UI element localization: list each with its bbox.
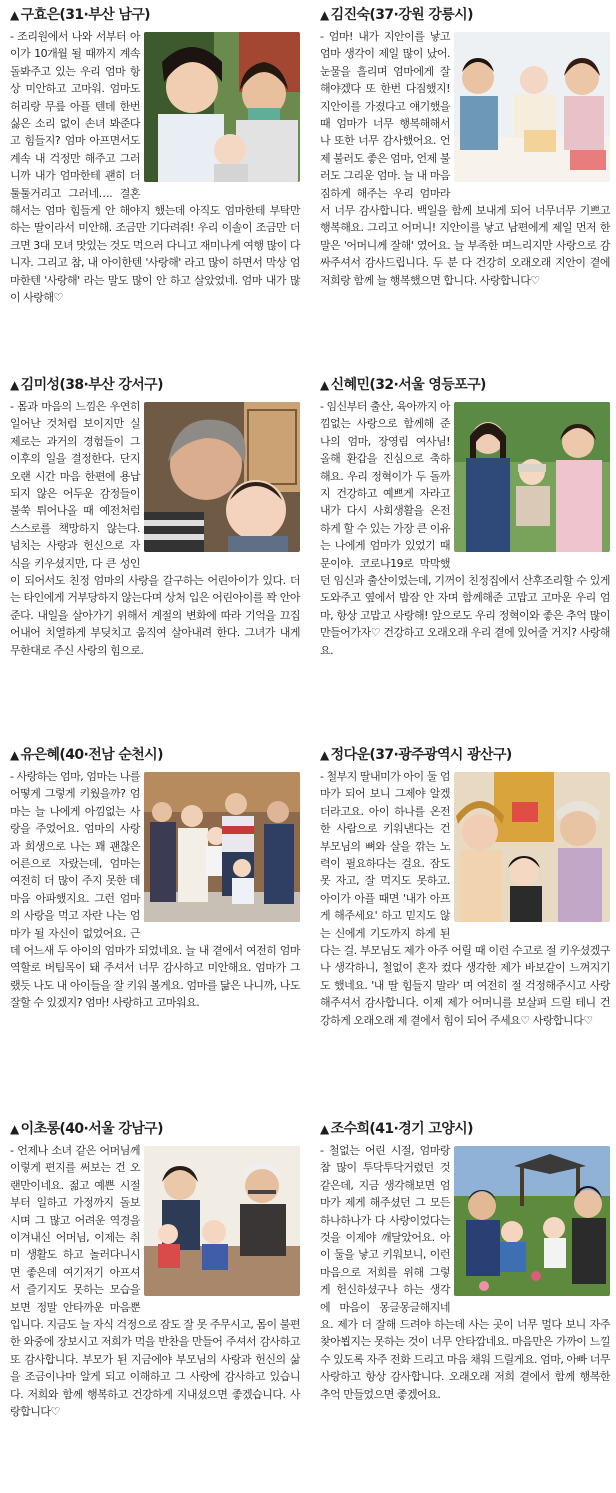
letter-author: [10, 1118, 300, 1140]
letter-author-name: 김미성(38·부산 강서구): [20, 377, 163, 393]
triangle-icon: ▲: [320, 378, 329, 392]
family-photo: [144, 772, 300, 922]
family-photo: [144, 32, 300, 182]
letter-author: [320, 4, 610, 26]
letter-card: [0, 1118, 306, 1492]
letter-author-name: 조수희(41·경기 고양시): [330, 1121, 473, 1137]
triangle-icon: ▲: [10, 8, 19, 22]
letter-card: [0, 4, 306, 374]
triangle-icon: ▲: [320, 748, 329, 762]
letter-card: [0, 744, 306, 1118]
letter-body: - 철부지 딸내미가 아이 둘 엄마가 되어 보니 그제야 알겠더라고요. 아이 하나를 온전한 사람으로 키워낸다는 건 부모님의 뼈와 살을 깎는 노력이 필요하다는 걸요. 잠도 못 자고, 잘 먹지도 못하고. 아이가 아플 때면 '내가 아프게 해주세요' 하고 믿지도 않는 신에게 기도까지 하게 된다는 걸. 부모님도 제가 아주 어릴 때 이런 수고로 절 키우셨겠구나 생각하니, 철없이 혼자 컸다 생각한 제가 바보같이 느껴지기도 했네요. '내 딸 힘들지 말라' 며 여전히 절 걱정해주시고 사랑해주셔서 감사합니다. 이제 제가 어머니를 보살펴 드릴 테니 건강하게 오래오래 제 곁에서 힘이 되어 주세요♡ 사랑합니다♡: [320, 770, 610, 1027]
letter-author-name: 정다운(37·광주광역시 광산구): [330, 747, 512, 763]
triangle-icon: ▲: [320, 8, 329, 22]
letter-author: [320, 374, 610, 396]
letter-author: [320, 744, 610, 766]
letter-body: - 엄마! 내가 지안이를 낳고 엄마 생각이 제일 많이 났어. 눈물을 흘리며 엄마에게 잘해야겠다 또 한번 다짐했지! 지안이를 가졌다고 얘기했을 때 엄마가 너무 행복해해서 나 또한 너무 감사했어요. 언제 불러도 좋은 엄마, 언제 불러도 그리운 엄마. 늘 내 마음 짐하게 해주는 우리 엄마라서 너무 감사합니다. 백일을 함께 보내게 되어 너무너무 기쁘고 행복해요. 그리고 어머니! 지안이를 낳고 남편에게 제일 먼저 한 말은 '어머니께 잘해' 였어요. 늘 부족한 며느리지만 사랑으로 감싸주셔서 감사드립니다. 두 분 다 건강히 오래오래 지안이 곁에 저희랑 함께 늘 행복했으면 합니다. 사랑합니다♡: [320, 30, 610, 287]
letter-author-name: 김진숙(37·강원 강릉시): [330, 7, 473, 23]
letter-body: - 임신부터 출산, 육아까지 아낌없는 사랑으로 함께해 준 나의 엄마, 장영림 여사님! 올해 환갑을 진심으로 축하해요. 우리 정혁이가 두 돌까지 건강하고 예쁘게 자라고 내가 다시 사회생활을 온전하게 할 수 있는 가장 큰 이유는 나에게 엄마가 있었기 때문이야. 코로나19로 막막했던 임신과 출산이었는데, 기꺼이 친정집에서 산후조리할 수 있게 도와주고 옆에서 밤잠 안 자며 함께해준 고맙고 고마운 우리 엄마, 항상 고맙고 사랑해! 앞으로도 우리 정혁이와 좋은 추억 많이 만들어가자♡ 건강하고 오래오래 우리 곁에 있어줄 거지? 사랑해요.: [320, 400, 610, 657]
triangle-icon: ▲: [10, 378, 19, 392]
letter-body: - 철없는 어린 시절, 엄마랑 참 많이 투닥투닥거렸던 것 같은데, 지금 생각해보면 엄마가 제게 해주셨던 그 모든 하나하나가 다 사랑이었다는 것을 이제야 깨달았어요. 아이 둘을 낳고 키워보니, 이런 마음으로 저희를 위해 그렇게 헌신하셨구나 하는 생각에 마음이 몽글몽글해지네요. 제가 더 잘해 드려야 하는데 사는 곳이 너무 멀다 보니 자주 찾아뵙지는 못하는 것이 너무 안타깝네요. 마음만은 가까이 느낄 수 있도록 자주 전화 드리고 마음 채워 드릴게요. 엄마, 아빠 너무 사랑하고 항상 감사합니다. 오래오래 저희 곁에서 함께 행복한 추억 만들었으면 좋겠어요.: [320, 1144, 610, 1401]
letter-card: [310, 744, 616, 1118]
family-photo: [454, 772, 610, 922]
letter-author-name: 구효은(31·부산 남구): [20, 7, 150, 23]
letter-card: [310, 374, 616, 744]
family-photo: [454, 402, 610, 552]
letter-card: [0, 374, 306, 744]
letter-body: - 몸과 마음의 느낌은 우연히 일어난 것처럼 보이지만 실제로는 과거의 경험들이 그 이후의 일을 결정한다. 단지 오랜 시간 마음 한편에 용납되지 않은 어두운 감정들이 불쑥 튀어나올 때 예전처럼 스스로를 책망하지 않는다. 넘치는 사랑과 헌신으로 자식을 키우셨지만, 다 큰 성인이 되어서도 친정 엄마의 사랑을 갈구하는 어린아이가 있다. 더는 타인에게 거부당하지 않는다며 상처 입은 어린아이를 꽉 안아준다. 내일을 살아가기 위해서 계절의 변화에 따라 기억을 끄집어내어 치열하게 부딪치고 움직여 살아내려 한다. 그녀가 내게 무한대로 주신 사랑의 힘으로.: [10, 400, 300, 657]
letter-author-name: 유은혜(40·전남 순천시): [20, 747, 163, 763]
letter-author: [320, 1118, 610, 1140]
family-photo: [144, 402, 300, 552]
letter-body: - 조리원에서 나와 서부터 아이가 10개월 될 때까지 계속 돌봐주고 있는 우리 엄마 항상 미안하고 고마워. 엄마도 허리랑 무릎 아플 텐데 한번 싫은 소리 없이 손녀 봐준다고 힘들지? 엄마 아프면서도 계속 내 걱정만 해주고 그러니까 내가 엄마한테 괜히 더 툴툴거리고 그러네…. 결혼해서는 엄마 힘들게 안 해야지 했는데 아직도 엄마한테 부탁만 하는 딸이라서 미안해. 조금만 기다려줘! 우리 이솔이 조금만 더 크면 3대 모녀 맛있는 것도 먹으러 다니고 재미나게 여행 많이 다니자. 그리고 참, 내 아이한텐 '사랑해' 라고 많이 하면서 막상 엄마한텐 '사랑해' 라는 말도 많이 안 하고 살았었네. 엄마 내가 많이 사랑해♡: [10, 30, 300, 305]
letter-author: [10, 4, 300, 26]
letter-body: - 사랑하는 엄마, 엄마는 나를 어떻게 그렇게 키웠을까? 엄마는 늘 나에게 아낌없는 사랑을 주었어요. 엄마의 사랑과 희생으로 나는 꽤 괜찮은 어른으로 자랐는데, 엄마는 여전히 더 많이 주지 못한 데 마음 아파했지요. 그런 엄마의 사랑을 먹고 자란 나는 엄마가 될 자신이 없었어요. 근데 어느새 두 아이의 엄마가 되었네요. 늘 내 곁에서 여전히 엄마 역할로 버팀목이 돼 주셔서 너무 감사하고 미안해요. 엄마가 그랬듯 나도 내 아이들을 잘 키워 볼게요. 엄마를 닮은 나니까, 나도 잘할 수 있겠지? 엄마! 사랑하고 고마워요.: [10, 770, 300, 1010]
letter-card: [310, 1118, 616, 1492]
letter-card: [310, 4, 616, 374]
family-photo: [144, 1146, 300, 1296]
letter-author-name: 신혜민(32·서울 영등포구): [330, 377, 486, 393]
letter-author: [10, 744, 300, 766]
family-photo: [454, 32, 610, 182]
triangle-icon: ▲: [10, 1122, 19, 1136]
letter-author-name: 이초롱(40·서울 강남구): [20, 1121, 163, 1137]
triangle-icon: ▲: [10, 748, 19, 762]
triangle-icon: ▲: [320, 1122, 329, 1136]
letter-author: [10, 374, 300, 396]
letter-body: - 언제나 소녀 같은 어머님께 이렇게 편지를 써보는 건 오랜만이네요. 젊고 예쁜 시절부터 일하고 가정까지 돌보시며 그 많고 어려운 역경을 이겨내신 어머님, 이제는 취미 생활도 하고 놀러다니시면 좋은데 여기저기 아프셔서 즐기지도 못하는 모습을 보면 정말 안타까운 마음뿐입니다. 지금도 늘 자식 걱정으로 잠도 잘 못 주무시고, 몸이 불편한 와중에 장보시고 저희가 먹을 반찬을 만들어 주셔서 감사하고 또 감사합니다. 부모가 된 지금에야 부모님의 사랑과 헌신의 삶을 조금이나마 알게 되고 이해하고 그 사랑에 감사하고 있습니다. 저희와 함께 행복하고 건강하게 지내셨으면 좋겠습니다. 사랑합니다♡: [10, 1144, 300, 1419]
family-photo: [454, 1146, 610, 1296]
